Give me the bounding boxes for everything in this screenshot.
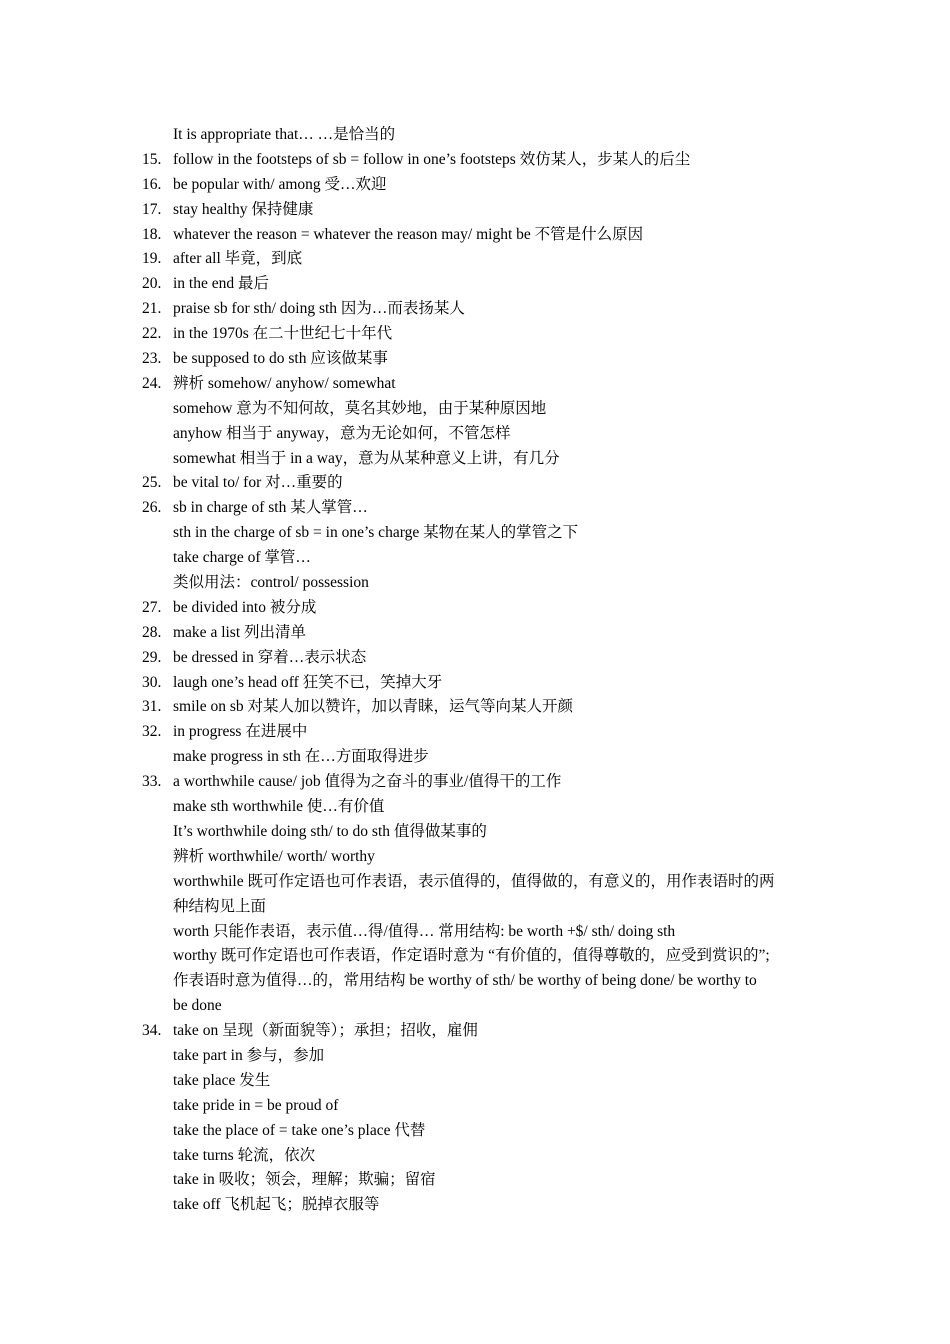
line-text: worthwhile 既可作定语也可作表语，表示值得的，值得做的，有意义的，用作表语时的两 — [173, 872, 775, 890]
document-line — [0, 422, 950, 447]
line-text: take on 呈现（新面貌等）；承担；招收，雇佣 — [173, 1022, 478, 1040]
line-text: anyhow 相当于 anyway，意为无论如何，不管怎样 — [173, 424, 511, 442]
document-line — [0, 695, 950, 720]
document-line — [0, 1069, 950, 1094]
item-number: 16. — [142, 175, 162, 193]
document-line — [0, 223, 950, 248]
document-line — [0, 496, 950, 521]
item-number: 17. — [142, 200, 162, 218]
document-line — [0, 123, 950, 148]
line-text: somewhat 相当于 in a way，意为从某种意义上讲，有几分 — [173, 449, 560, 467]
document-line — [0, 546, 950, 571]
document-line — [0, 1193, 950, 1218]
item-number: 27. — [142, 598, 162, 616]
document-line — [0, 173, 950, 198]
document-line — [0, 820, 950, 845]
document-line — [0, 272, 950, 297]
line-text: be divided into 被分成 — [173, 598, 317, 616]
line-text: 类似用法：control/ possession — [173, 574, 369, 592]
line-text: praise sb for sth/ doing sth 因为…而表扬某人 — [173, 300, 465, 318]
line-text: in the end 最后 — [173, 275, 269, 293]
item-number: 21. — [142, 300, 162, 318]
item-number: 31. — [142, 698, 162, 716]
line-text: whatever the reason = whatever the reason may/ might be 不管是什么原因 — [173, 225, 644, 243]
line-text: be vital to/ for 对…重要的 — [173, 474, 343, 492]
document-line — [0, 471, 950, 496]
document-line — [0, 198, 950, 223]
document-line — [0, 621, 950, 646]
document-line — [0, 297, 950, 322]
line-text: make a list 列出清单 — [173, 623, 307, 641]
document-line — [0, 447, 950, 472]
line-text: 种结构见上面 — [173, 897, 267, 915]
line-text: take turns 轮流，依次 — [173, 1146, 316, 1164]
item-number: 32. — [142, 723, 162, 741]
item-number: 25. — [142, 474, 162, 492]
document-line — [0, 845, 950, 870]
document-line — [0, 148, 950, 173]
line-text: take the place of = take one’s place 代替 — [173, 1121, 426, 1139]
item-number: 15. — [142, 150, 162, 168]
document-line — [0, 596, 950, 621]
document-line — [0, 397, 950, 422]
item-number: 18. — [142, 225, 162, 243]
document-line — [0, 745, 950, 770]
line-text: in progress 在进展中 — [173, 723, 308, 741]
document-line — [0, 1119, 950, 1144]
document-line — [0, 770, 950, 795]
line-text: worth 只能作表语，表示值…得/值得… 常用结构: be worth +$/ sth/ doing sth — [173, 922, 676, 940]
document-line — [0, 920, 950, 945]
line-text: smile on sb 对某人加以赞许，加以青睐，运气等向某人开颜 — [173, 698, 573, 716]
line-text: be popular with/ among 受…欢迎 — [173, 175, 387, 193]
line-text: take off 飞机起飞；脱掉衣服等 — [173, 1196, 380, 1214]
line-text: take in 吸收；领会，理解；欺骗；留宿 — [173, 1171, 436, 1189]
document-line — [0, 372, 950, 397]
document-line — [0, 571, 950, 596]
document-line — [0, 1044, 950, 1069]
line-text: take pride in = be proud of — [173, 1096, 339, 1114]
document-line — [0, 322, 950, 347]
line-text: take part in 参与，参加 — [173, 1046, 325, 1064]
document-line — [0, 994, 950, 1019]
item-number: 26. — [142, 499, 162, 517]
line-text: sth in the charge of sb = in one’s charge 某物在某人的掌管之下 — [173, 524, 579, 542]
line-text: take charge of 掌管… — [173, 549, 311, 567]
line-text: It is appropriate that… …是恰当的 — [173, 126, 396, 143]
line-text: 辨析 somehow/ anyhow/ somewhat — [173, 374, 396, 392]
line-text: make progress in sth 在…方面取得进步 — [173, 748, 429, 766]
item-number: 20. — [142, 275, 162, 293]
line-text: somehow 意为不知何故，莫名其妙地，由于某种原因地 — [173, 399, 547, 417]
line-text: in the 1970s 在二十世纪七十年代 — [173, 325, 393, 343]
line-text: follow in the footsteps of sb = follow in one’s footsteps 效仿某人，步某人的后尘 — [173, 150, 691, 168]
document-line — [0, 969, 950, 994]
document-line — [0, 720, 950, 745]
line-text: a worthwhile cause/ job 值得为之奋斗的事业/值得干的工作 — [173, 773, 562, 791]
item-number: 24. — [142, 374, 162, 392]
document-line — [0, 347, 950, 372]
line-text: laugh one’s head off 狂笑不已，笑掉大牙 — [173, 673, 443, 691]
item-number: 34. — [142, 1022, 162, 1040]
line-text: 作表语时意为值得…的，常用结构 be worthy of sth/ be worthy of being done/ be worthy to — [173, 972, 757, 990]
item-number: 19. — [142, 250, 162, 268]
document-line — [0, 944, 950, 969]
document-line — [0, 247, 950, 272]
line-text: be supposed to do sth 应该做某事 — [173, 350, 388, 368]
line-text: take place 发生 — [173, 1071, 271, 1089]
line-text: sb in charge of sth 某人掌管… — [173, 499, 368, 517]
item-number: 29. — [142, 648, 162, 666]
line-text: be dressed in 穿着…表示状态 — [173, 648, 367, 666]
document-line — [0, 521, 950, 546]
document-line — [0, 1094, 950, 1119]
line-text: worthy 既可作定语也可作表语，作定语时意为 “有价值的，值得尊敬的，应受到赏识的”; — [173, 947, 770, 965]
document-line — [0, 1019, 950, 1044]
line-text: 辨析 worthwhile/ worth/ worthy — [173, 847, 375, 865]
document-line — [0, 870, 950, 895]
document-line — [0, 795, 950, 820]
document-page — [0, 123, 950, 1218]
item-number: 33. — [142, 773, 162, 791]
document-line — [0, 1168, 950, 1193]
document-line — [0, 895, 950, 920]
document-line — [0, 646, 950, 671]
item-number: 23. — [142, 350, 162, 368]
line-text: be done — [173, 997, 222, 1015]
item-number: 22. — [142, 325, 162, 343]
item-number: 28. — [142, 623, 162, 641]
line-text: after all 毕竟，到底 — [173, 250, 303, 268]
document-line — [0, 671, 950, 696]
line-text: stay healthy 保持健康 — [173, 200, 314, 218]
item-number: 30. — [142, 673, 162, 691]
document-line — [0, 1144, 950, 1169]
line-text: make sth worthwhile 使…有价值 — [173, 798, 385, 816]
line-text: It’s worthwhile doing sth/ to do sth 值得做某事的 — [173, 822, 487, 840]
